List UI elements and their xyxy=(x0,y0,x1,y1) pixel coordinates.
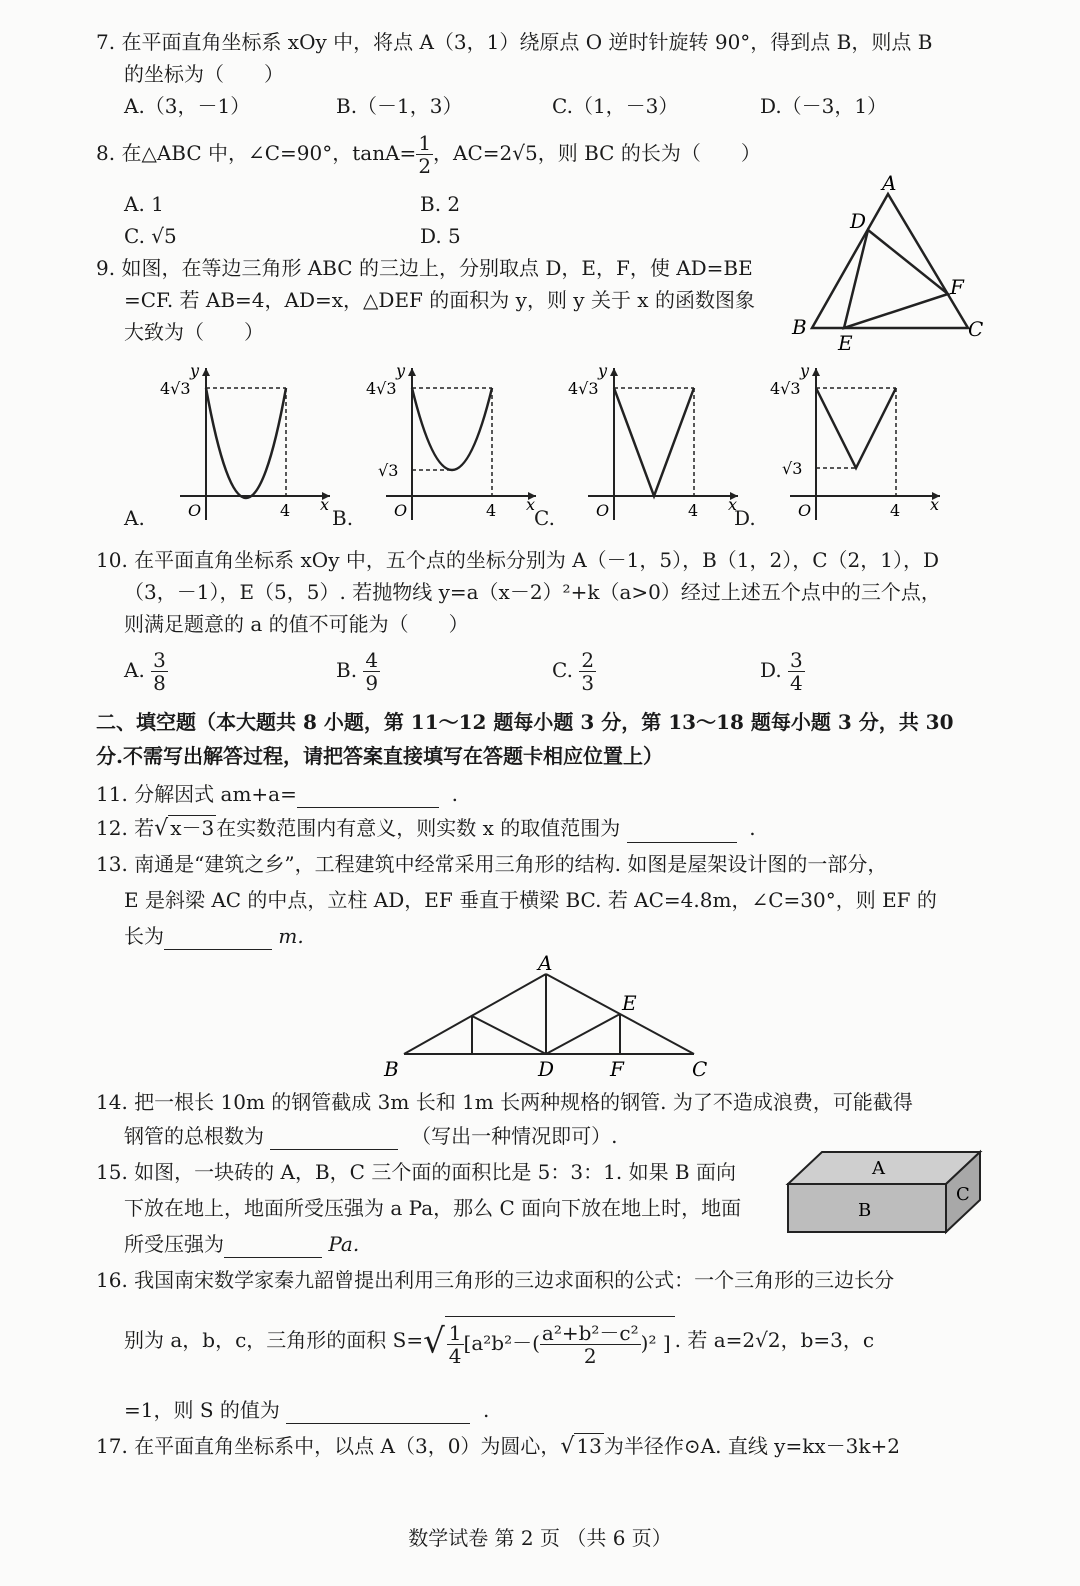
q12-end: . xyxy=(749,816,756,840)
truss-label-f: F xyxy=(610,1057,624,1081)
truss-label-e: E xyxy=(622,991,637,1015)
graph-d-origin: O xyxy=(798,501,812,520)
tri-label-e: E xyxy=(838,331,853,352)
q8-fraction xyxy=(416,132,433,177)
q9-graph-b xyxy=(356,360,546,525)
truss-label-a: A xyxy=(538,951,553,975)
q16-line1: 16. 我国南宋数学家秦九韶曾提出利用三角形的三边求面积的公式：一个三角形的三边长分 xyxy=(96,1268,895,1292)
q10-b-den: 9 xyxy=(365,671,379,695)
brick-label-b: B xyxy=(858,1200,872,1221)
graph-b-y-tick-min: √3 xyxy=(378,461,399,480)
q10-c-den: 3 xyxy=(581,671,595,695)
q7-option-d: D.（－3，1） xyxy=(760,94,888,118)
q9-graph-a xyxy=(150,360,340,525)
q8-frac-den: 2 xyxy=(418,154,432,178)
q14-line1: 14. 把一根长 10m 的钢管截成 3m 长和 1m 长两种规格的钢管. 为了不造成浪费，可能截得 xyxy=(96,1090,913,1114)
graph-d-y-tick-min: √3 xyxy=(782,459,803,478)
q13-answer-blank[interactable] xyxy=(164,927,272,950)
q8-line xyxy=(96,132,761,177)
q12-pre: 12. 若 xyxy=(96,816,155,840)
q9-option-d-label: D. xyxy=(734,506,756,530)
graph-c-x-tick: 4 xyxy=(688,501,699,520)
q10-line3: 则满足题意的 a 的值不可能为（ ） xyxy=(124,612,469,636)
q8-option-b: B. 2 xyxy=(420,192,461,216)
q9-option-b-label: B. xyxy=(332,506,354,530)
q16-bracket: [a²b²－( xyxy=(463,1331,540,1355)
q10-d-label: D. xyxy=(760,658,782,682)
q10-c-label: C. xyxy=(552,658,573,682)
sqrt-sign-icon: √ xyxy=(154,816,169,841)
graph-b-origin: O xyxy=(394,501,408,520)
graph-d-x-tick: 4 xyxy=(890,501,901,520)
q17-post: 为半径作⊙A. 直线 y=kx－3k+2 xyxy=(603,1434,900,1458)
q17-line xyxy=(96,1432,900,1461)
tri-label-d: D xyxy=(850,209,867,233)
graph-b-y-tick: 4√3 xyxy=(366,379,397,398)
q10-d-den: 4 xyxy=(790,671,803,695)
graph-a-origin: O xyxy=(188,501,202,520)
q10-line2: （3，－1），E（5，5）. 若抛物线 y=a（x－2）²+k（a>0）经过上述五个点中的三个点， xyxy=(124,580,941,604)
q15-unit: Pa. xyxy=(328,1232,360,1256)
q9-graph-d xyxy=(760,360,950,525)
q15-brick-figure xyxy=(784,1148,984,1240)
q14-line2 xyxy=(124,1122,617,1150)
q10-c-num: 2 xyxy=(581,648,595,672)
q17-pre: 17. 在平面直角坐标系中，以点 A（3，0）为圆心， xyxy=(96,1434,561,1458)
q9-line3: 大致为（ ） xyxy=(124,320,264,344)
graph-a-y-tick: 4√3 xyxy=(160,379,191,398)
q10-option-d xyxy=(760,648,805,694)
q9-option-a-label: A. xyxy=(124,506,145,530)
q15-line3-text: 所受压强为 xyxy=(124,1232,224,1256)
q11-end: . xyxy=(451,782,458,806)
q12-radicand: x－3 xyxy=(170,816,215,840)
q8-option-a: A. 1 xyxy=(124,192,164,216)
q16-quarter-num: 1 xyxy=(448,1321,462,1345)
q13-line1: 13. 南通是“建筑之乡”，工程建筑中经常采用三角形的结构. 如图是屋架设计图的一部分， xyxy=(96,852,888,876)
q9-graph-c xyxy=(558,360,748,525)
tri-label-b: B xyxy=(792,315,807,339)
truss-label-b: B xyxy=(384,1057,399,1081)
q16-close: )² ] xyxy=(640,1331,671,1355)
q17-radicand: 13 xyxy=(576,1434,602,1458)
page-footer: 数学试卷 第 2 页 （共 6 页） xyxy=(408,1526,672,1550)
tri-label-c: C xyxy=(968,317,984,341)
q9-triangle-figure xyxy=(788,172,988,352)
q13-line3 xyxy=(124,922,304,950)
graph-c-origin: O xyxy=(596,501,610,520)
q15-line1: 15. 如图，一块砖的 A，B，C 三个面的面积比是 5：3：1. 如果 B 面向 xyxy=(96,1160,736,1184)
sqrt-sign-icon: √ xyxy=(423,1321,445,1362)
q9-line2: =CF. 若 AB=4，AD=x，△DEF 的面积为 y，则 y 关于 x 的函数图象 xyxy=(124,288,755,312)
q10-b-num: 4 xyxy=(365,648,379,672)
graph-b-x-tick: 4 xyxy=(486,501,497,520)
q10-a-num: 3 xyxy=(153,648,166,672)
graph-c-y-label: y xyxy=(598,361,608,380)
q13-line3-text: 长为 xyxy=(124,924,164,948)
q11-line xyxy=(96,780,458,808)
q15-answer-blank[interactable] xyxy=(224,1235,322,1258)
q12-line xyxy=(96,814,756,843)
tri-label-f: F xyxy=(950,275,964,299)
graph-b-y-label: y xyxy=(396,361,406,380)
q8-option-c: C. √5 xyxy=(124,224,177,248)
q16-end: . xyxy=(482,1398,490,1422)
q14-post: （写出一种情况即可）. xyxy=(411,1124,618,1148)
q11-answer-blank[interactable] xyxy=(297,785,439,808)
q7-line2: 的坐标为（ ） xyxy=(124,62,284,86)
q10-option-a xyxy=(124,648,168,694)
truss-label-c: C xyxy=(692,1057,708,1081)
q9-line1: 9. 如图，在等边三角形 ABC 的三边上，分别取点 D，E，F，使 AD=BE xyxy=(96,256,753,280)
q16-inner-den: 2 xyxy=(583,1344,597,1368)
q14-answer-blank[interactable] xyxy=(270,1127,398,1150)
q16-radicand xyxy=(445,1316,675,1367)
q7-option-a: A.（3，－1） xyxy=(124,94,251,118)
q15-line3 xyxy=(124,1230,359,1258)
graph-c-x-label: x xyxy=(728,495,738,514)
q8-pre: 8. 在△ABC 中，∠C=90°，tanA= xyxy=(96,141,417,165)
graph-a-x-tick: 4 xyxy=(280,501,291,520)
q9-option-c-label: C. xyxy=(534,506,555,530)
q13-truss-figure xyxy=(376,950,716,1082)
q13-unit: m. xyxy=(278,924,304,948)
q16-quarter-den: 4 xyxy=(448,1344,462,1368)
sqrt-sign-icon: √ xyxy=(560,1434,575,1459)
q10-a-label: A. xyxy=(124,658,145,682)
q10-option-c xyxy=(552,648,596,694)
graph-d-y-label: y xyxy=(800,361,810,380)
graph-b-x-label: x xyxy=(526,495,536,514)
q16-formula-line xyxy=(124,1316,874,1367)
q11-text: 11. 分解因式 am+a= xyxy=(96,782,297,806)
q8-post: ，AC=2√5，则 BC 的长为（ ） xyxy=(433,141,761,165)
tri-label-a: A xyxy=(882,172,897,195)
q8-option-d: D. 5 xyxy=(420,224,461,248)
q12-answer-blank[interactable] xyxy=(627,820,737,843)
graph-d-x-label: x xyxy=(930,495,940,514)
q7-option-b: B.（－1，3） xyxy=(336,94,463,118)
section2-heading-line2: 分.不需写出解答过程，请把答案直接填写在答题卡相应位置上） xyxy=(96,744,663,768)
graph-a-x-label: x xyxy=(320,495,330,514)
graph-c-y-tick: 4√3 xyxy=(568,379,599,398)
q12-post: 在实数范围内有意义，则实数 x 的取值范围为 xyxy=(216,816,621,840)
brick-label-a: A xyxy=(872,1158,885,1179)
q16-line3-text: =1，则 S 的值为 xyxy=(124,1398,280,1422)
graph-d-y-tick: 4√3 xyxy=(770,379,801,398)
brick-label-c: C xyxy=(956,1184,970,1205)
truss-label-d: D xyxy=(538,1057,555,1081)
q16-inner-num: a²+b²－c² xyxy=(541,1321,639,1345)
q16-answer-blank[interactable] xyxy=(286,1401,470,1424)
q16-line3 xyxy=(124,1396,489,1424)
q10-a-den: 8 xyxy=(153,671,166,695)
q7-line1: 7. 在平面直角坐标系 xOy 中，将点 A（3，1）绕原点 O 逆时针旋转 90°，得到点 B，则点 B xyxy=(96,30,933,54)
q10-b-label: B. xyxy=(336,658,358,682)
graph-a-y-label: y xyxy=(190,361,200,380)
q7-option-c: C.（1，－3） xyxy=(552,94,679,118)
q16-post: . 若 a=2√2，b=3，c xyxy=(674,1328,875,1352)
q15-line2: 下放在地上，地面所受压强为 a Pa，那么 C 面向下放在地上时，地面 xyxy=(124,1196,742,1220)
q14-line2-text: 钢管的总根数为 xyxy=(124,1124,264,1148)
section2-heading-line1: 二、填空题（本大题共 8 小题，第 11～12 题每小题 3 分，第 13～18 题每小题 3 分，共 30 xyxy=(96,710,954,734)
q13-line2: E 是斜梁 AC 的中点，立柱 AD，EF 垂直于横梁 BC. 若 AC=4.8m，∠C=30°，则 EF 的 xyxy=(124,888,937,912)
triangle-abc xyxy=(812,194,968,328)
q10-line1: 10. 在平面直角坐标系 xOy 中，五个点的坐标分别为 A（－1，5），B（1，2），C（2，1），D xyxy=(96,548,940,572)
q10-option-b xyxy=(336,648,380,694)
q16-pre: 别为 a，b，c，三角形的面积 S= xyxy=(124,1328,424,1352)
q8-frac-num: 1 xyxy=(418,131,432,155)
q10-d-num: 3 xyxy=(790,648,803,672)
